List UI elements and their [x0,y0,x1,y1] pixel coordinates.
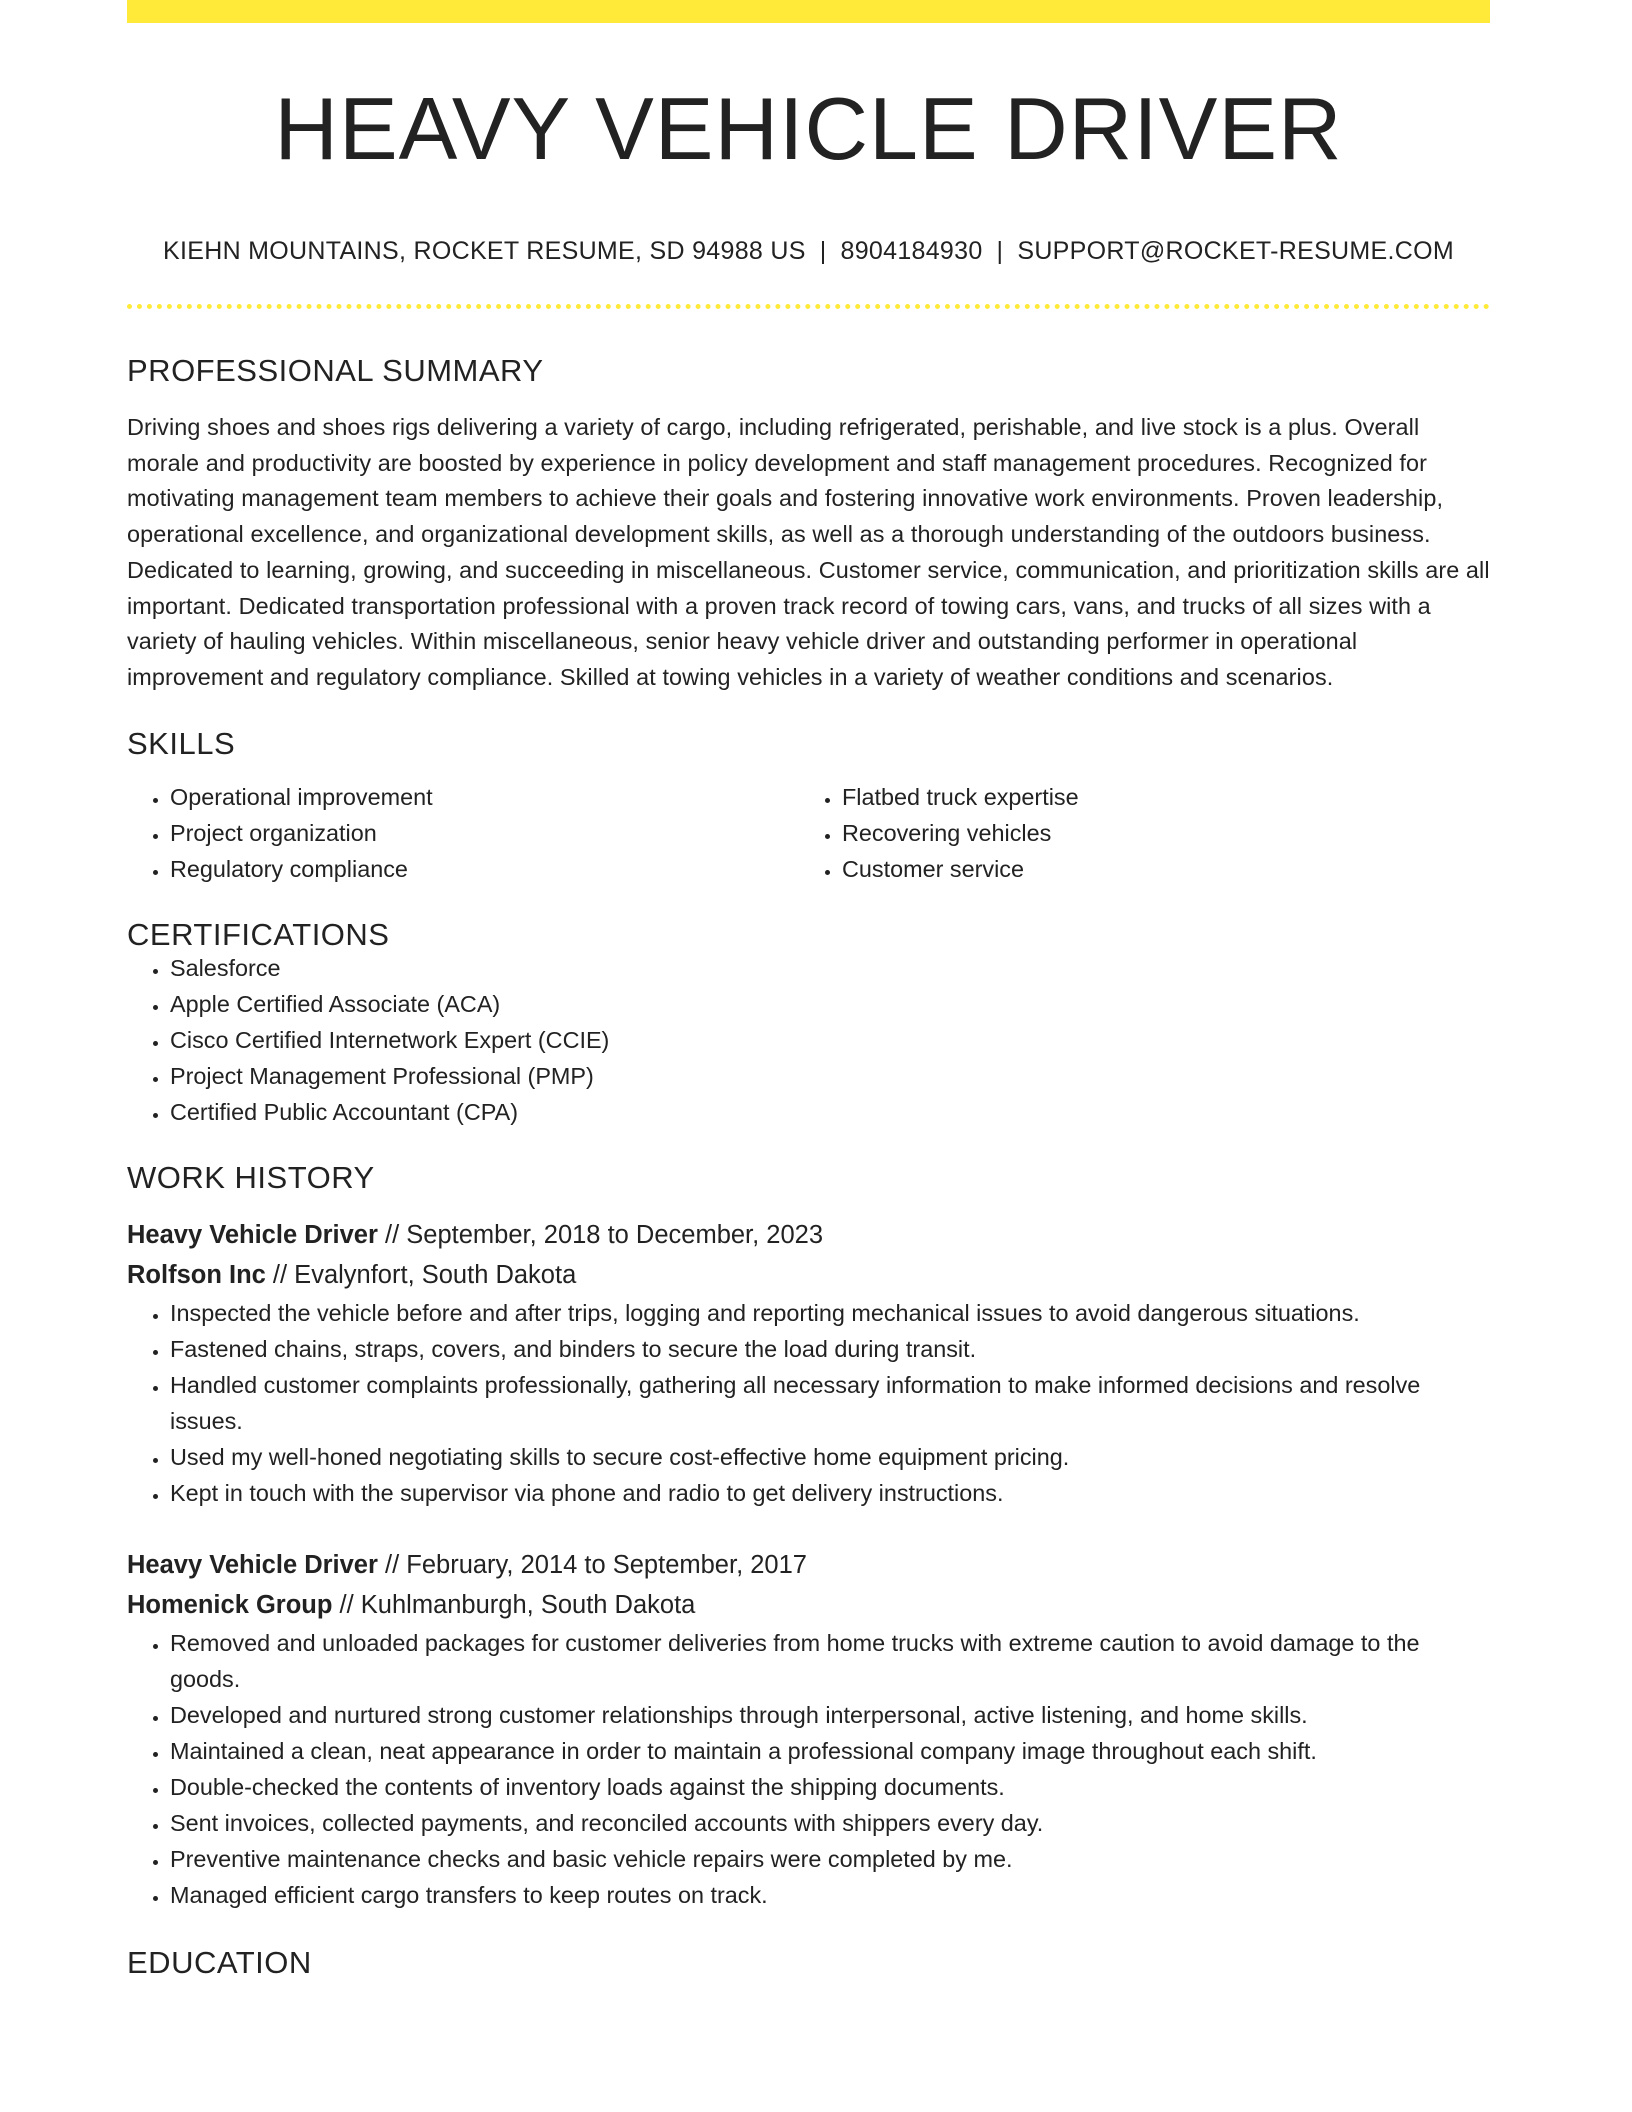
job-dates: // February, 2014 to September, 2017 [377,1550,807,1579]
skill-item: • Regulatory compliance [170,851,799,887]
job-duty: • Maintained a clean, neat appearance in order to maintain a professional company image throughout each shift. [170,1733,1490,1769]
job-duty: • Preventive maintenance checks and basic vehicle repairs were completed by me. [170,1841,1490,1877]
job-role: Heavy Vehicle Driver [127,1220,378,1249]
top-accent-bar [127,0,1490,23]
summary-heading: PROFESSIONAL SUMMARY [127,353,544,388]
job-duty: • Developed and nurtured strong customer relationships through interpersonal, active listening, and home skills. [170,1697,1490,1733]
contact-line [127,239,1490,264]
contact-separator: | [996,237,1004,265]
job-company: Homenick Group [127,1590,333,1619]
job-title-line [127,1215,1490,1255]
skills-heading: SKILLS [127,725,236,761]
certifications-list [127,950,1490,1130]
certification-item: • Salesforce [170,950,1490,986]
summary-text: Driving shoes and shoes rigs delivering a variety of cargo, including refrigerated, perishable, and live stock is a plus. Overall morale and productivity are boosted by experience in policy development and staff management procedures. Recognized for motivating management team members to achieve their goals and fostering innovative work environments. Proven leadership, operational excellence, and organizational development skills, as well as a thorough understanding of the outdoors business. Dedicated to learning, growing, and succeeding in miscellaneous. Customer service, communication, and prioritization skills are all important. Dedicated transportation professional with a proven track record of towing cars, vans, and trucks of all sizes with a variety of hauling vehicles. Within miscellaneous, senior heavy vehicle driver and outstanding performer in operational improvement and regulatory compliance. Skilled at towing vehicles in a variety of weather conditions and scenarios. [127,414,1490,690]
job-duty: • Removed and unloaded packages for customer deliveries from home trucks with extreme caution to avoid damage to the goods. [170,1625,1490,1697]
job-duty: • Handled customer complaints professionally, gathering all necessary information to make informed decisions and resolve issues. [170,1367,1490,1439]
job-company-line [127,1255,1490,1295]
job-location: // Kuhlmanburgh, South Dakota [332,1590,696,1619]
job-duties-list [127,1625,1490,1913]
contact-email: SUPPORT@ROCKET-RESUME.COM [1017,237,1454,265]
skills-column-left [127,779,799,887]
job-duty: • Inspected the vehicle before and after trips, logging and reporting mechanical issues to avoid dangerous situations. [170,1295,1490,1331]
resume-title: HEAVY VEHICLE DRIVER [274,79,1343,178]
certification-item: • Apple Certified Associate (ACA) [170,986,1490,1022]
certification-item: • Project Management Professional (PMP) [170,1058,1490,1094]
skills-grid [127,779,1490,887]
job-duty: • Managed efficient cargo transfers to keep routes on track. [170,1877,1490,1913]
job-duty: • Fastened chains, straps, covers, and binders to secure the load during transit. [170,1331,1490,1367]
dotted-divider [127,304,1490,309]
job-company-line [127,1585,1490,1625]
job-duty: • Kept in touch with the supervisor via phone and radio to get delivery instructions. [170,1475,1490,1511]
job-company: Rolfson Inc [127,1260,266,1289]
contact-separator: | [819,237,827,265]
job-entry [127,1215,1490,1511]
skill-item: • Project organization [170,815,799,851]
work-history-heading: WORK HISTORY [127,1159,375,1195]
job-duty: • Used my well-honed negotiating skills to secure cost-effective home equipment pricing. [170,1439,1490,1475]
skill-item: • Recovering vehicles [842,815,1471,851]
skills-column-right [799,779,1471,887]
contact-phone: 8904184930 [840,237,983,265]
contact-address: KIEHN MOUNTAINS, ROCKET RESUME, SD 94988 US [163,237,806,265]
certification-item: • Certified Public Accountant (CPA) [170,1094,1490,1130]
job-duty: • Sent invoices, collected payments, and reconciled accounts with shippers every day. [170,1805,1490,1841]
job-dates: // September, 2018 to December, 2023 [377,1220,824,1249]
job-duties-list [127,1295,1490,1511]
job-location: // Evalynfort, South Dakota [265,1260,577,1289]
job-duty: • Double-checked the contents of inventory loads against the shipping documents. [170,1769,1490,1805]
job-role: Heavy Vehicle Driver [127,1550,378,1579]
job-entry [127,1545,1490,1913]
certifications-heading: CERTIFICATIONS [127,916,390,952]
job-title-line [127,1545,1490,1585]
skill-item: • Customer service [842,851,1471,887]
education-heading: EDUCATION [127,1944,312,1980]
skill-item: • Operational improvement [170,779,799,815]
skill-item: • Flatbed truck expertise [842,779,1471,815]
certification-item: • Cisco Certified Internetwork Expert (CCIE) [170,1022,1490,1058]
resume-page [127,0,1490,1978]
